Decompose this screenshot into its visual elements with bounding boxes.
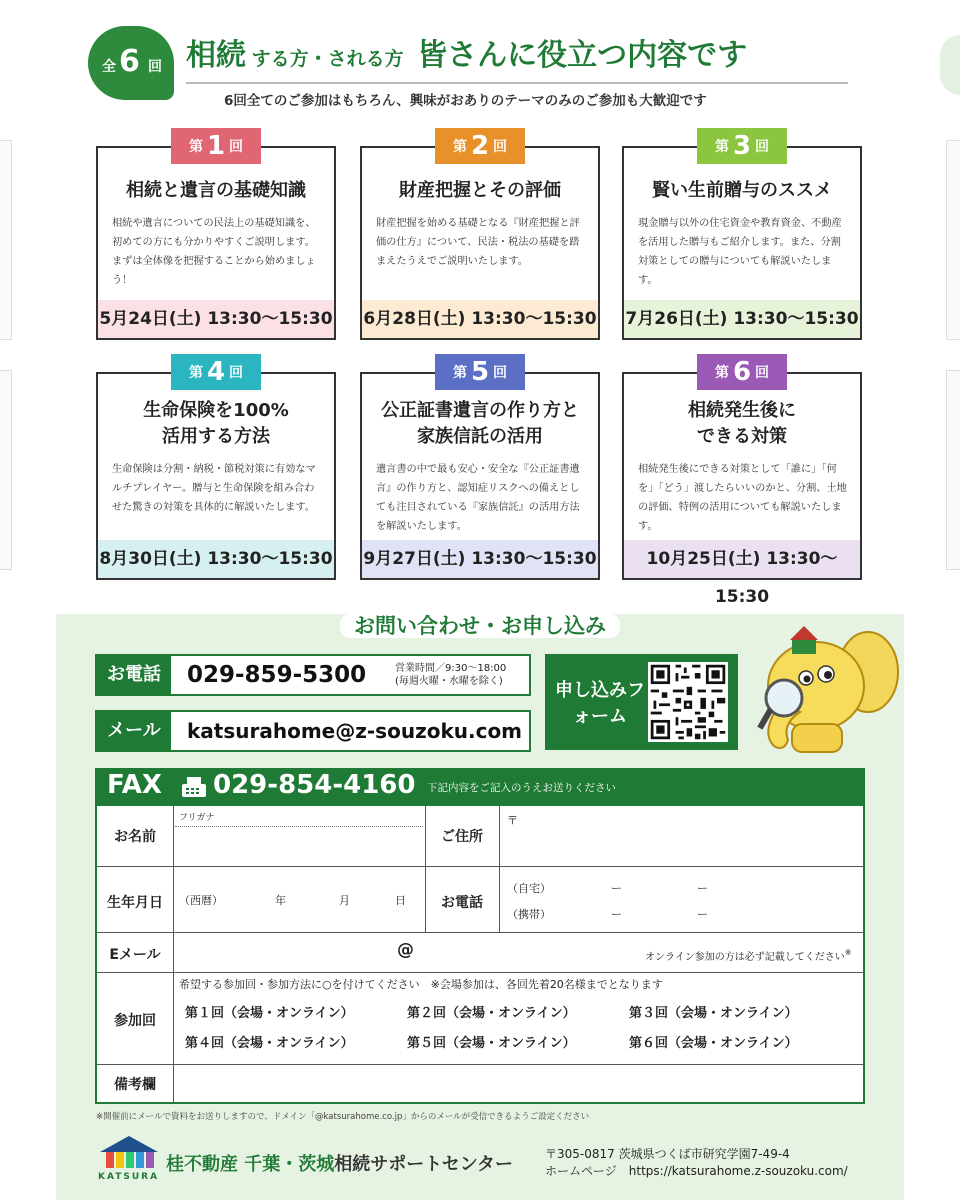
session-date: 8月30日(土) 13:30〜15:30 — [98, 540, 334, 578]
session-number: 1 — [206, 131, 226, 161]
fax-form-table — [95, 806, 865, 1104]
attendance-note: 希望する参加回・参加方法に○を付けてください ※会場参加は、各回先着20名様までとなります — [179, 978, 663, 991]
fax-instruction: 下記内容をご記入のうえお送りください — [427, 782, 616, 794]
fax-machine-icon — [181, 776, 207, 802]
session-number: 3 — [732, 131, 752, 161]
session-date: 5月24日(土) 13:30〜15:30 — [98, 300, 334, 338]
email-field[interactable] — [175, 934, 863, 970]
session-description: 遺言書の中で最も安心・安全な『公正証書遺言』の作り方と、認知症リスクへの備えとしても注目されている『家族信託』の活用方法を解説いたします。 — [376, 464, 580, 532]
logo-wordmark: KATSURA — [98, 1172, 160, 1182]
session-card — [360, 146, 600, 340]
phone-row — [95, 654, 531, 696]
name-field[interactable] — [175, 828, 423, 864]
session-number: 4 — [206, 357, 226, 387]
adjacent-page-right — [946, 140, 960, 560]
katsura-house-logo — [100, 1134, 158, 1170]
birthdate-field[interactable]: （西暦） 年 月 日 — [179, 894, 406, 907]
phone-number[interactable]: 029-859-5300 — [187, 662, 367, 688]
session-card — [360, 372, 600, 580]
attendance-option[interactable]: 第１回（会場・オンライン） — [185, 1006, 354, 1021]
page-subtitle: 6回全てのご参加はもちろん、興味がおありのテーマのみのご参加も大歓迎です — [224, 93, 707, 109]
at-sign: @ — [397, 940, 414, 960]
attendance-label: 参加回 — [114, 1013, 156, 1029]
session-title: 相続と遺言の基礎知識 — [126, 180, 306, 201]
session-number: 2 — [470, 131, 490, 161]
session-title: 相続発生後に できる対策 — [688, 400, 796, 447]
tel-field[interactable]: （自宅） ー ー （携帯） ー ー — [507, 882, 708, 921]
badge-number: 6 — [119, 44, 140, 79]
elephant-mascot-illustration — [740, 612, 900, 762]
attendance-option[interactable]: 第３回（会場・オンライン） — [629, 1006, 798, 1021]
session-card — [96, 372, 336, 580]
session-number-tag: 第 6 回 — [697, 354, 787, 390]
business-hours: 営業時間／9:30〜18:00 (毎週火曜・水曜を除く) — [395, 663, 507, 687]
session-number-tag: 第 1 回 — [171, 128, 261, 164]
session-title: 賢い生前贈与のススメ — [652, 180, 832, 201]
phone-label: お電話 — [97, 656, 171, 694]
session-number-tag: 第 5 回 — [435, 354, 525, 390]
mail-address[interactable]: katsurahome@z-souzoku.com — [187, 719, 523, 743]
session-date: 7月26日(土) 13:30〜15:30 — [624, 300, 860, 338]
session-number-tag: 第 3 回 — [697, 128, 787, 164]
birthdate-label: 生年月日 — [107, 895, 163, 911]
session-date: 6月28日(土) 13:30〜15:30 — [362, 300, 598, 338]
page-title: 相続 する方・される方 皆さんに役立つ内容です — [186, 38, 748, 73]
application-form-box[interactable] — [545, 654, 738, 750]
email-label: Eメール — [109, 947, 161, 963]
session-number: 5 — [470, 357, 490, 387]
session-number-tag: 第 2 回 — [435, 128, 525, 164]
fax-header — [95, 768, 865, 806]
session-title: 財産把握とその評価 — [399, 180, 561, 201]
footer-address: 〒305-0817 茨城県つくば市研究学園7-49-4 ホームページ https://katsurahome.z-souzoku.com/ — [545, 1147, 848, 1178]
furigana-label: フリガナ — [179, 813, 215, 823]
online-note: オンライン参加の方は必ず記載してください※ — [645, 948, 852, 963]
address-field[interactable] — [501, 808, 863, 864]
session-description: 現金贈与以外の住宅資金や教育資金、不動産を活用した贈与もご紹介します。また、分割対策としての贈与についても解説いたします。 — [638, 218, 842, 286]
session-card — [96, 146, 336, 340]
address-label: ご住所 — [441, 829, 483, 845]
attendance-option[interactable]: 第２回（会場・オンライン） — [407, 1006, 576, 1021]
session-description: 財産把握を始める基礎となる『財産把握と評価の仕方』について、民法・税法の基礎を踏まえたうえでご説明いたします。 — [376, 218, 580, 267]
session-date: 9月27日(土) 13:30〜15:30 — [362, 540, 598, 578]
attendance-option[interactable]: 第５回（会場・オンライン） — [407, 1036, 576, 1051]
six-sessions-badge: 全 6 回 — [88, 26, 174, 100]
mail-row — [95, 710, 531, 752]
mail-label: メール — [97, 712, 171, 750]
fax-footnote: ※開催前にメールで資料をお送りしますので、ドメイン「@katsurahome.co.jp」からのメールが受信できるようご設定ください — [96, 1112, 590, 1122]
qr-code-icon[interactable] — [648, 662, 728, 742]
session-title: 公正証書遺言の作り方と 家族信託の活用 — [381, 400, 579, 447]
attendance-option[interactable]: 第４回（会場・オンライン） — [185, 1036, 354, 1051]
session-card — [622, 146, 862, 340]
contact-heading: お問い合わせ・お申し込み — [56, 610, 904, 640]
session-number-tag: 第 4 回 — [171, 354, 261, 390]
fax-number[interactable]: 029-854-4160 — [213, 770, 416, 800]
homepage-link[interactable]: https://katsurahome.z-souzoku.com/ — [628, 1164, 848, 1178]
fax-label: FAX — [107, 770, 162, 800]
session-card — [622, 372, 862, 607]
remarks-label: 備考欄 — [114, 1077, 156, 1093]
session-date: 10月25日(土) 13:30〜15:30 — [624, 540, 860, 578]
furigana-divider — [175, 826, 423, 827]
session-title: 生命保険を100% 活用する方法 — [143, 400, 289, 447]
session-number: 6 — [732, 357, 752, 387]
tel-label: お電話 — [441, 895, 483, 911]
session-description: 相続発生後にできる対策として「誰に」「何を」「どう」渡したらいいのかと、分割、土地の評価、特例の活用についても解説いたします。 — [638, 464, 847, 532]
company-name: 桂不動産 千葉・茨城相続サポートセンター — [166, 1154, 514, 1175]
postal-mark: 〒 — [507, 814, 518, 827]
adjacent-page-left — [0, 140, 12, 540]
attendance-option[interactable]: 第６回（会場・オンライン） — [629, 1036, 798, 1051]
name-label: お名前 — [114, 829, 156, 845]
remarks-field[interactable] — [175, 1066, 863, 1100]
session-description: 相続や遺言についての民法上の基礎知識を、初めての方にも分かりやすくご説明します。まずは全体像を把握することから始めましょう！ — [112, 218, 316, 286]
application-form-label: 申し込みフォーム — [555, 680, 645, 727]
session-description: 生命保険は分割・納税・節税対策に有効なマルチプレイヤー。贈与と生命保険を組み合わせた驚きの対策を具体的に解説いたします。 — [112, 464, 316, 513]
title-underline — [186, 82, 848, 84]
